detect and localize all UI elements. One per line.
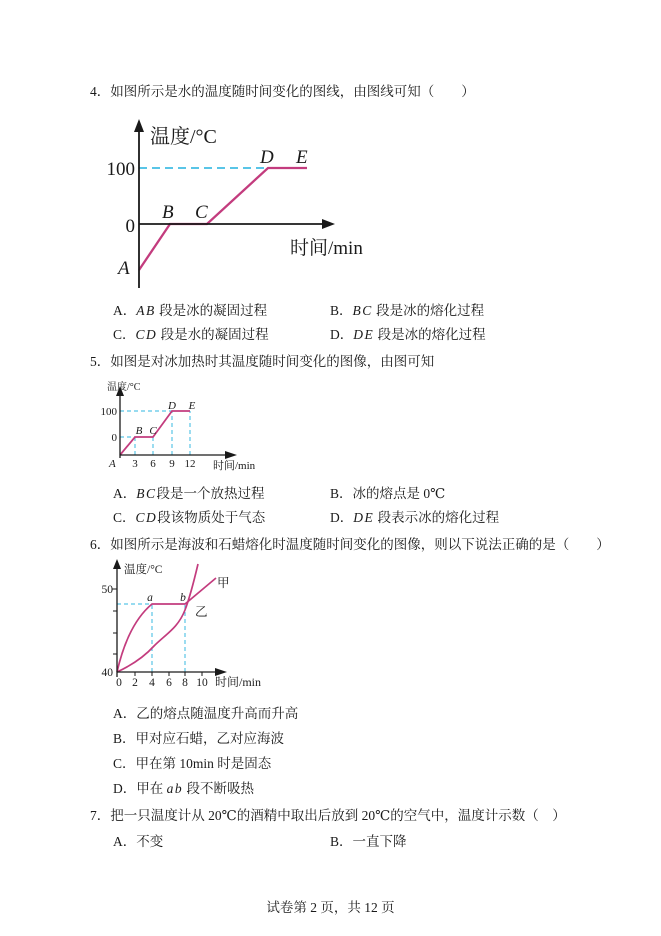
option-4c[interactable]: C．CD 段是水的凝固过程	[113, 326, 269, 342]
question-4-options	[113, 299, 486, 346]
question-6-stem	[90, 537, 610, 553]
x-axis-label: 时间/min	[213, 460, 256, 472]
option-6c[interactable]: C．甲在第 10min 时是固态	[113, 756, 272, 771]
question-6-options	[113, 701, 298, 801]
series-label-yi: 乙	[195, 605, 208, 619]
x-tick-6: 6	[166, 677, 172, 689]
x-tick-4: 4	[149, 677, 155, 689]
option-6a[interactable]: A．乙的熔点随温度升高而升高	[113, 706, 299, 721]
point-label-a: a	[147, 592, 153, 604]
y-tick-100: 100	[106, 159, 135, 180]
question-5-chart	[93, 378, 271, 474]
point-label-e: E	[188, 400, 196, 412]
point-label-b: b	[180, 592, 186, 604]
curve-yi	[117, 564, 198, 672]
y-tick-0: 0	[125, 216, 135, 237]
x-axis-label: 时间/min	[215, 675, 262, 689]
option-5b[interactable]: B．冰的熔点是 0℃	[330, 486, 446, 501]
point-label-b: B	[162, 202, 174, 223]
x-tick-2: 2	[132, 677, 138, 689]
option-6b[interactable]: B．甲对应石蜡，乙对应海波	[113, 731, 285, 746]
y-tick-0: 0	[111, 432, 117, 444]
question-7-options	[113, 830, 407, 854]
y-axis-label: 温度/°C	[124, 564, 163, 576]
question-4-stem	[90, 84, 475, 100]
question-6-text: 如图所示是海波和石蜡熔化时温度随时间变化的图像，则以下说法正确的是（ ）	[110, 537, 610, 552]
x-axis-arrow	[225, 451, 237, 459]
question-6-number: 6．	[90, 537, 111, 552]
point-label-a: A	[118, 258, 130, 279]
question-4-text: 如图所示是水的温度随时间变化的图线，由图线可知（ ）	[110, 84, 475, 99]
point-label-c: C	[195, 202, 208, 223]
y-axis-arrow	[134, 119, 144, 132]
option-4b[interactable]: B．BC 段是冰的熔化过程	[330, 303, 485, 318]
option-5c[interactable]: C．CD段该物质处于气态	[113, 509, 266, 525]
question-6-chart	[88, 556, 293, 698]
page-footer	[0, 896, 661, 916]
question-5-stem	[90, 354, 434, 370]
question-7-text: 把一只温度计从 20℃的酒精中取出后放到 20℃的空气中，温度计示数（ ）	[110, 808, 566, 823]
y-axis-arrow	[113, 559, 121, 569]
y-axis-label: 温度/°C	[150, 126, 217, 148]
option-6d[interactable]: D．甲在 ab 段不断吸热	[113, 781, 254, 796]
point-label-b: B	[135, 425, 143, 437]
x-tick-9: 9	[169, 458, 175, 470]
point-label-d: D	[260, 147, 274, 168]
point-label-d: D	[168, 400, 176, 412]
y-axis-label: 温度/°C	[107, 382, 141, 393]
option-7a[interactable]: A．不变	[113, 834, 164, 849]
question-7-number: 7．	[90, 808, 111, 823]
question-7-stem	[90, 808, 566, 824]
y-tick-50: 50	[101, 584, 113, 596]
question-4-number: 4．	[90, 84, 111, 99]
question-5-number: 5．	[90, 354, 111, 369]
question-5-options	[113, 482, 499, 529]
option-7b[interactable]: B．一直下降	[330, 834, 407, 849]
y-tick-100: 100	[100, 406, 117, 418]
option-4a[interactable]: A．AB 段是冰的凝固过程	[113, 303, 268, 318]
series-label-jia: 甲	[217, 576, 230, 590]
x-tick-6: 6	[150, 458, 156, 470]
option-5d[interactable]: D．DE 段表示冰的熔化过程	[330, 509, 500, 525]
x-tick-8: 8	[182, 677, 188, 689]
origin-label-a: A	[109, 458, 116, 470]
question-5-text: 如图是对冰加热时其温度随时间变化的图像，由图可知	[110, 354, 435, 369]
curve-jia	[117, 578, 216, 672]
footer-text: 试卷第 2 页，共 12 页	[266, 900, 395, 915]
y-tick-40: 40	[101, 667, 113, 679]
x-tick-0: 0	[116, 677, 122, 689]
x-tick-12: 12	[184, 458, 196, 470]
x-tick-3: 3	[132, 458, 138, 470]
point-label-c: C	[149, 425, 157, 437]
x-axis-label: 时间/min	[290, 238, 363, 259]
x-axis-arrow	[322, 219, 335, 229]
option-5a[interactable]: A．BC段是一个放热过程	[113, 486, 265, 501]
point-label-e: E	[296, 147, 308, 168]
option-4d[interactable]: D．DE 段是冰的熔化过程	[330, 326, 486, 342]
question-4-chart	[88, 116, 380, 294]
x-tick-10: 10	[196, 677, 208, 689]
